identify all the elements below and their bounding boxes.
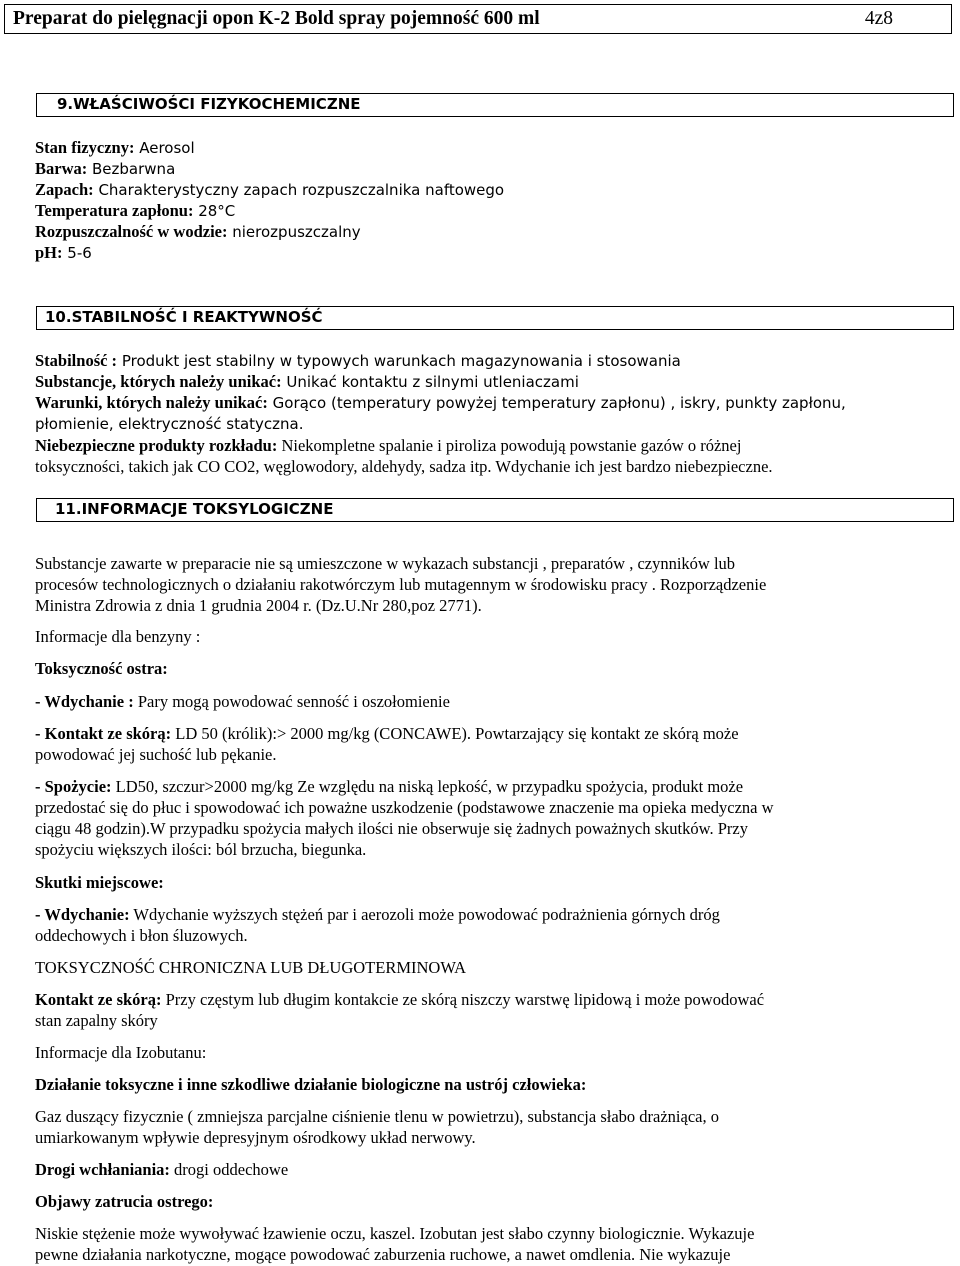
izobutan-info: Informacje dla Izobutanu: [35, 1043, 207, 1062]
symptoms-text-line-1: Niskie stężenie może wywoływać łzawienie oczu, kaszel. Izobutan jest słabo czynny biologicznie. Wykazuje [35, 1224, 755, 1243]
property-label: Rozpuszczalność w wodzie: [35, 222, 228, 241]
local-inhalation-text-cont: oddechowych i błon śluzowych. [35, 926, 248, 945]
stability-text: Produkt jest stabilny w typowych warunkach magazynowania i stosowania [117, 352, 681, 370]
stability-label: Stabilność : [35, 351, 118, 370]
decomposition-text-cont: toksyczności, takich jak CO CO2, węglowodory, aldehydy, sadza itp. Wdychanie ich jest bardzo niebezpieczne. [35, 457, 773, 476]
intro-line-2: procesów technologicznych o działaniu rakotwórczym lub mutagennym w środowisku pracy . Rozporządzenie [35, 575, 767, 594]
benzyna-info: Informacje dla benzyny : [35, 627, 201, 646]
document-header [4, 4, 952, 34]
property-row [35, 180, 504, 200]
property-row [35, 243, 92, 263]
property-row [35, 138, 195, 158]
avoid-substances-text: Unikać kontaktu z silnymi utleniaczami [281, 373, 579, 391]
property-label: Temperatura zapłonu: [35, 201, 194, 220]
property-value: 28°C [193, 202, 236, 220]
section-11-title: 11.INFORMACJE TOKSYLOGICZNE [55, 500, 334, 518]
avoid-substances-row [35, 372, 579, 392]
local-inhalation-label: - Wdychanie: [35, 905, 130, 924]
toxic-effects-heading: Działanie toksyczne i inne szkodliwe działanie biologiczne na ustrój człowieka: [35, 1075, 587, 1094]
inhalation-label: - Wdychanie : [35, 692, 134, 711]
chronic-skin-text-cont: stan zapalny skóry [35, 1011, 158, 1030]
section-9-title: 9.WŁAŚCIWOŚCI FIZYKOCHEMICZNE [57, 95, 361, 113]
avoid-conditions-row [35, 393, 846, 413]
gas-text-line-2: umiarkowanym wpływie depresyjnym ośrodkowy układ nerwowy. [35, 1128, 476, 1147]
avoid-conditions-text: Gorąco (temperatury powyżej temperatury zapłonu) , iskry, punkty zapłonu, [267, 394, 846, 412]
avoid-substances-label: Substancje, których należy unikać: [35, 372, 282, 391]
property-label: Stan fizyczny: [35, 138, 135, 157]
decomposition-row [35, 436, 741, 456]
acute-toxicity-heading: Toksyczność ostra: [35, 659, 168, 678]
ingestion-text-cont: przedostać się do płuc i spowodować ich poważne uszkodzenie (podstawowe znaczenie ma opieka medyczna w [35, 798, 774, 817]
skin-contact-text: LD 50 (królik):> 2000 mg/kg (CONCAWE). Powtarzający się kontakt ze skórą może [171, 724, 739, 743]
ingestion-text-cont: spożyciu większych ilości: ból brzucha, biegunka. [35, 840, 367, 859]
ingestion-row [35, 777, 743, 797]
section-11-header [36, 498, 954, 522]
property-label: pH: [35, 243, 63, 262]
symptoms-text-line-2: pewne działania narkotyczne, mogące powodować zaburzenia ruchowe, a nawet omdlenia. Nie wykazuje [35, 1245, 731, 1264]
property-value: 5-6 [62, 244, 92, 262]
absorption-routes-label: Drogi wchłaniania: [35, 1160, 170, 1179]
chronic-toxicity-heading: TOKSYCZNOŚĆ CHRONICZNA LUB DŁUGOTERMINOWA [35, 958, 466, 977]
local-effects-heading: Skutki miejscowe: [35, 873, 164, 892]
page-number: 4z8 [864, 8, 893, 29]
property-value: nierozpuszczalny [227, 223, 361, 241]
section-10-header [36, 306, 954, 330]
inhalation-text: Pary mogą powodować senność i oszołomienie [133, 692, 450, 711]
ingestion-text: LD50, szczur>2000 mg/kg Ze względu na niską lepkość, w przypadku spożycia, produkt może [111, 777, 744, 796]
chronic-skin-label: Kontakt ze skórą: [35, 990, 162, 1009]
skin-contact-text-cont: powodować jej suchość lub pękanie. [35, 745, 277, 764]
gas-text-line-1: Gaz duszący fizycznie ( zmniejsza parcjalne ciśnienie tlenu w powietrzu), substancja słabo drażniąca, o [35, 1107, 719, 1126]
chronic-skin-text: Przy częstym lub długim kontakcie ze skórą niszczy warstwę lipidową i może powodować [161, 990, 765, 1009]
skin-contact-label: - Kontakt ze skórą: [35, 724, 172, 743]
ingestion-label: - Spożycie: [35, 777, 112, 796]
local-inhalation-row [35, 905, 720, 925]
property-value: Aerosol [134, 139, 195, 157]
property-row [35, 159, 175, 179]
intro-line-3: Ministra Zdrowia z dnia 1 grudnia 2004 r. (Dz.U.Nr 280,poz 2771). [35, 596, 482, 615]
decomposition-text: Niekompletne spalanie i piroliza powodują powstanie gazów o różnej [277, 436, 742, 455]
absorption-routes-row [35, 1160, 288, 1180]
avoid-conditions-text-cont: płomienie, elektryczność statyczna. [35, 415, 304, 433]
avoid-conditions-label: Warunki, których należy unikać: [35, 393, 268, 412]
property-label: Barwa: [35, 159, 88, 178]
ingestion-text-cont: ciągu 48 godzin).W przypadku spożycia małych ilości nie obserwuje się żadnych poważnych skutków. Przy [35, 819, 748, 838]
chronic-skin-row [35, 990, 764, 1010]
document-title: Preparat do pielęgnacji opon K-2 Bold spray pojemność 600 ml [13, 8, 540, 29]
section-10-title: 10.STABILNOŚĆ I REAKTYWNOŚĆ [45, 308, 323, 326]
property-value: Bezbarwna [87, 160, 176, 178]
decomposition-label: Niebezpieczne produkty rozkładu: [35, 436, 278, 455]
stability-row [35, 351, 681, 371]
inhalation-row [35, 692, 450, 712]
property-row [35, 201, 235, 221]
acute-symptoms-heading: Objawy zatrucia ostrego: [35, 1192, 214, 1211]
absorption-routes-text: drogi oddechowe [169, 1160, 289, 1179]
section-9-header [36, 93, 954, 117]
intro-line-1: Substancje zawarte w preparacie nie są umieszczone w wykazach substancji , preparatów , czynników lub [35, 554, 736, 573]
property-value: Charakterystyczny zapach rozpuszczalnika naftowego [93, 181, 505, 199]
local-inhalation-text: Wdychanie wyższych stężeń par i aerozoli może powodować podrażnienia górnych dróg [129, 905, 720, 924]
property-row [35, 222, 361, 242]
property-label: Zapach: [35, 180, 94, 199]
skin-contact-row [35, 724, 739, 744]
